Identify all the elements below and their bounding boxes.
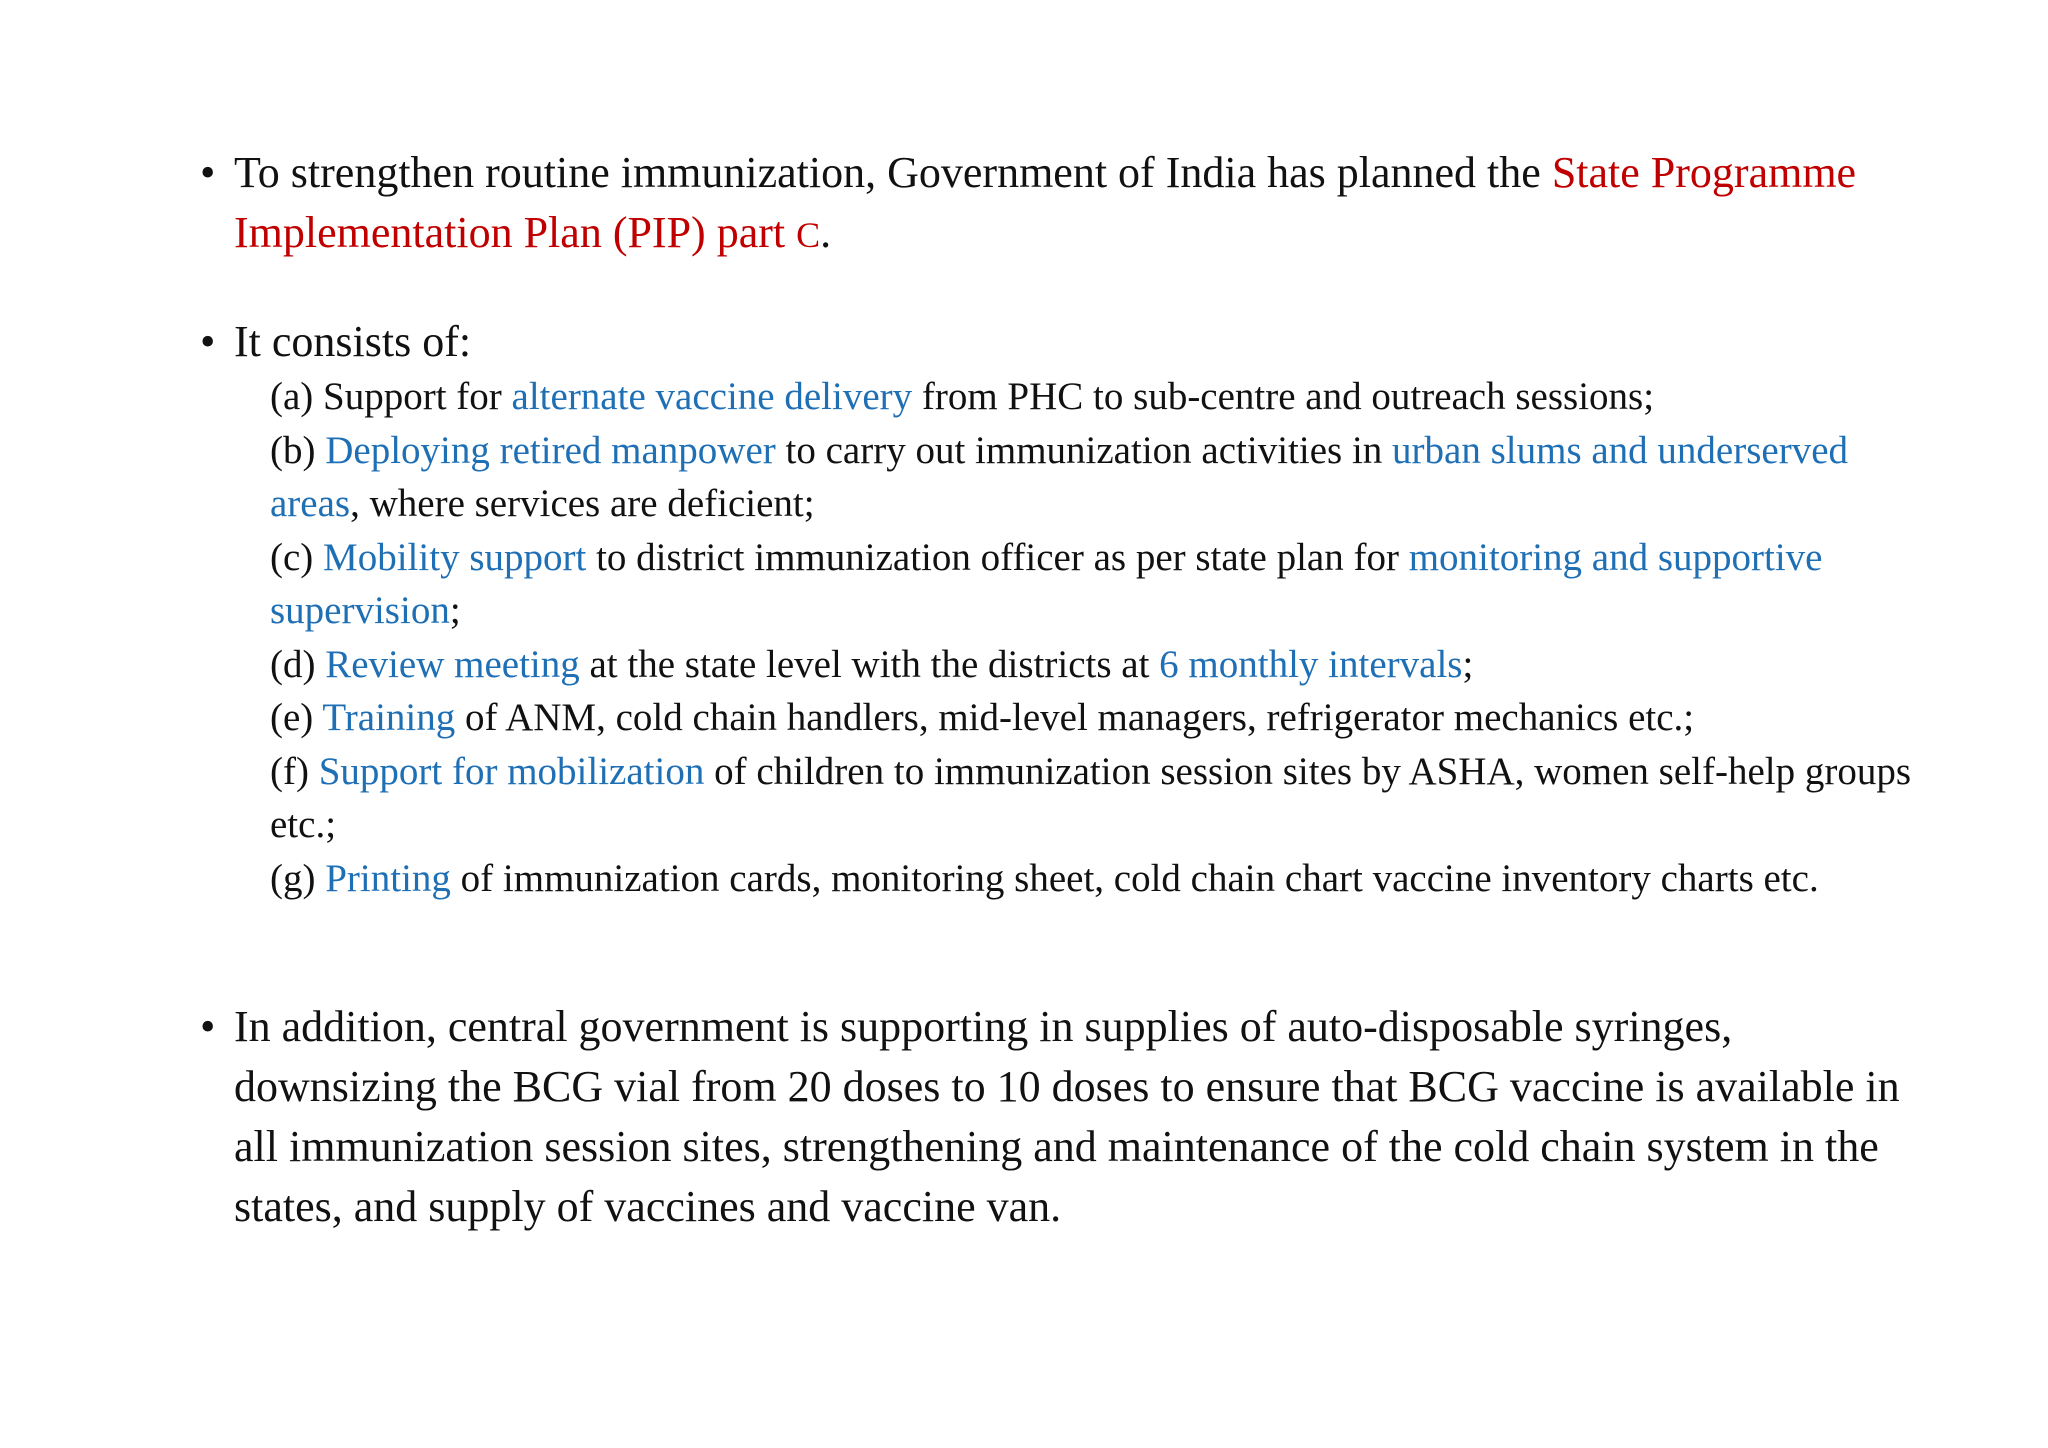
text-span: of children to immunization session sites by ASHA, women self-help groups etc.; — [270, 749, 1912, 846]
text-span: (d) — [270, 642, 326, 686]
text-span: To strengthen routine immunization, Government of India has planned the — [234, 148, 1552, 197]
highlight-text: alternate vaccine delivery — [511, 375, 913, 418]
list-item-c — [270, 531, 1930, 638]
text-span: from PHC to sub-centre and outreach sessions; — [912, 375, 1655, 418]
text-span: to district immunization officer as per state plan for — [586, 535, 1409, 579]
sub-item-list — [270, 370, 1930, 905]
text-span: (e) — [270, 696, 323, 739]
bullet-icon: • — [200, 1002, 216, 1051]
highlight-text: Review meeting — [325, 642, 580, 686]
highlight-text: Training — [322, 696, 456, 739]
text-span: at the state level with the districts at — [579, 642, 1160, 686]
text-span: , where services are deficient; — [350, 482, 815, 525]
text-span: . — [820, 208, 832, 257]
highlight-text: urban slums and underserved areas — [270, 428, 1849, 525]
text-span: (b) — [270, 428, 326, 472]
text-span: ; — [1462, 642, 1474, 686]
bullet-text: In addition, central government is supporting in supplies of auto-disposable syringes, downsizing the BCG vial from 20 doses to 10 doses to ensure that BCG vaccine is available in all immunization session sites, strengthening and maintenance of the cold chain system in the states, and supply of vaccines and vaccine van. — [234, 1002, 1900, 1231]
highlight-pip: State Programme Implementation Plan (PIP) part — [234, 148, 1857, 257]
bullet-text: It consists of: — [234, 317, 472, 366]
bullet-icon: • — [200, 148, 216, 197]
highlight-text: Support for mobilization — [318, 749, 705, 793]
bullet-consists-of — [200, 312, 1920, 372]
text-span: of ANM, cold chain handlers, mid-level managers, refrigerator mechanics etc.; — [455, 696, 1695, 739]
list-item-e — [270, 691, 1930, 745]
list-item-g — [270, 852, 1930, 906]
text-span: of immunization cards, monitoring sheet, cold chain chart vaccine inventory charts etc. — [450, 856, 1819, 900]
text-span: (f) — [270, 749, 319, 793]
text-span: to carry out immunization activities in — [775, 428, 1393, 472]
list-item-a — [270, 370, 1930, 424]
bullet-icon: • — [200, 317, 216, 366]
text-span: (c) — [270, 535, 324, 579]
text-span: (a) Support for — [270, 375, 512, 418]
highlight-text: Printing — [325, 856, 451, 900]
highlight-text: monitoring and supportive supervision — [270, 535, 1823, 632]
bullet-text — [234, 143, 1920, 265]
list-item-d — [270, 638, 1930, 692]
list-item-f — [270, 745, 1930, 852]
bullet-central-support — [200, 997, 1920, 1237]
highlight-text: Deploying retired manpower — [325, 428, 776, 472]
list-item-b — [270, 424, 1930, 531]
highlight-text: Mobility support — [323, 535, 587, 579]
text-span: ; — [449, 589, 461, 632]
bullet-pip-intro — [200, 143, 1920, 265]
highlight-pip-part: C — [796, 215, 821, 255]
highlight-text: 6 monthly intervals — [1159, 642, 1463, 686]
text-span: (g) — [270, 856, 326, 900]
